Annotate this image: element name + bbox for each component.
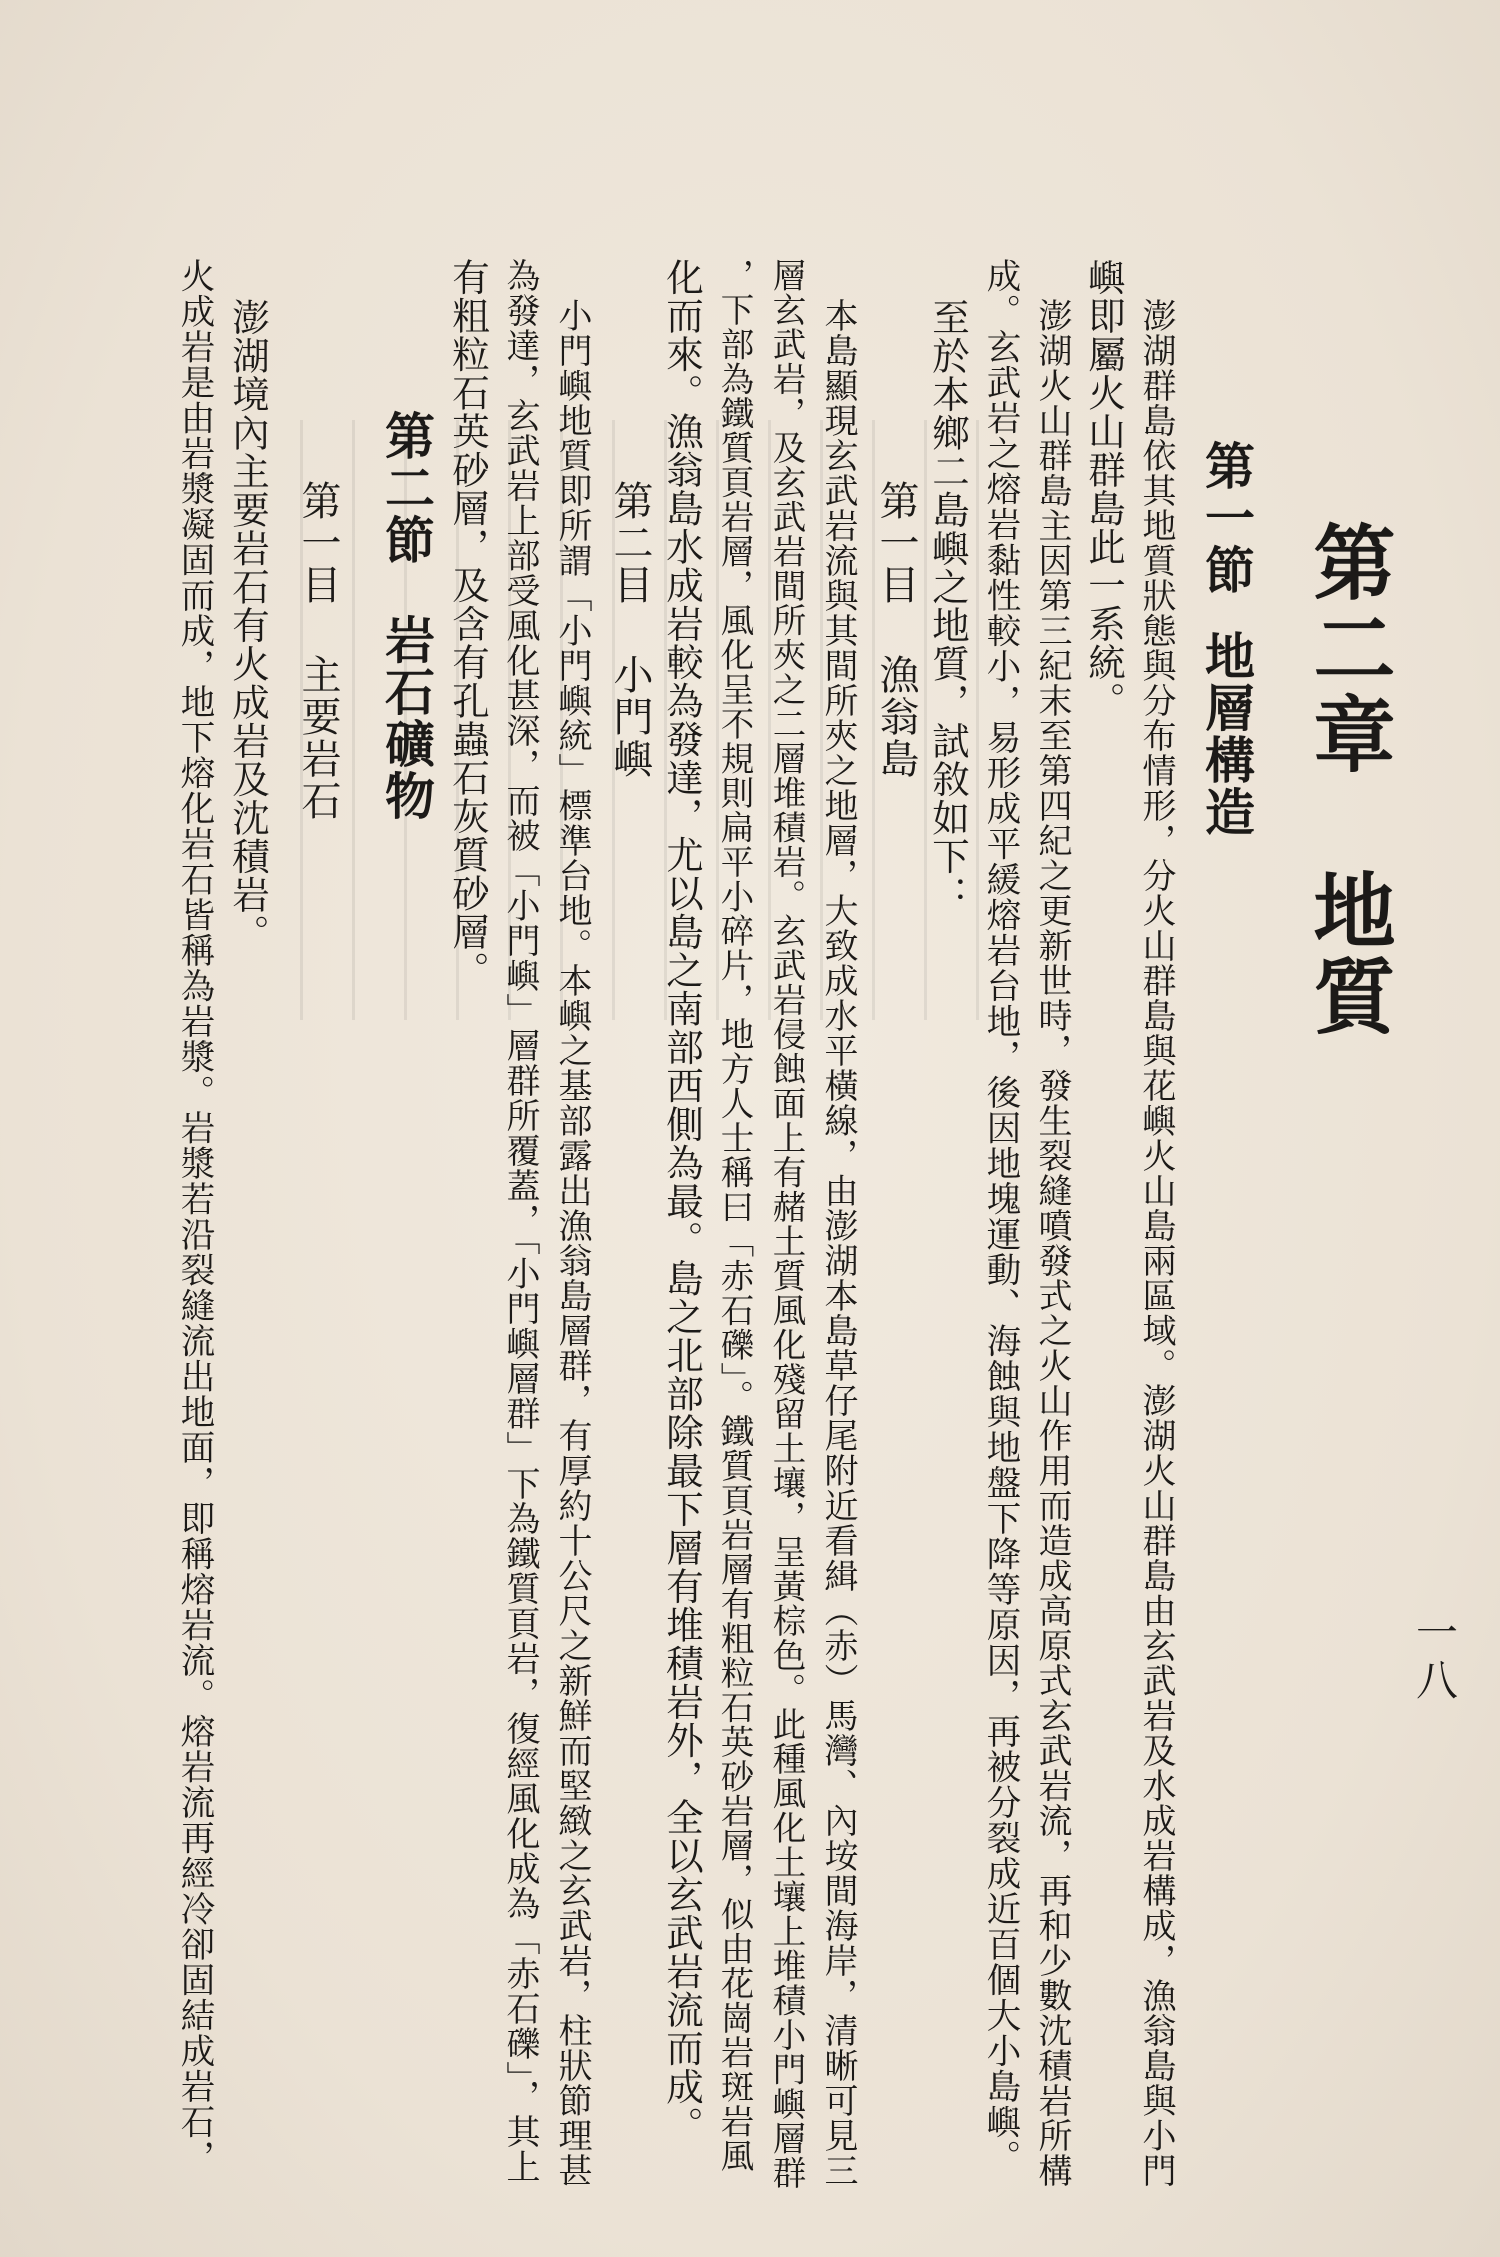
paragraph-line: 本島顯現玄武岩流與其間所夾之地層，大致成水平橫線，由澎湖本島草仔尾附近看緝（赤）馬灣、內垵間海岸，清晰可見三 <box>818 298 858 2188</box>
paragraph-line: 至於本鄉二島嶼之地質，試敘如下： <box>926 298 970 914</box>
section-heading-1 <box>1190 440 1262 838</box>
chapter-heading <box>1290 520 1407 1040</box>
section-heading-2 <box>370 410 442 822</box>
subsection-heading-1 <box>868 480 925 780</box>
paragraph-line: 有粗粒石英砂層，及含有孔蟲石灰質砂層。 <box>446 258 490 990</box>
section-title: 岩石礦物 <box>377 614 436 822</box>
subsection-title: 漁翁島 <box>873 654 919 780</box>
section-number: 第二節 <box>377 410 436 566</box>
subsection-title: 主要岩石 <box>295 654 341 822</box>
paragraph-line: 層玄武岩，及玄武岩間所夾之二層堆積岩。玄武岩侵蝕面上有赭土質風化殘留土壤，呈黃棕色。此種風化土壤上堆積小門嶼層群 <box>767 258 806 2190</box>
page-number: 一八 <box>1410 1610 1459 1706</box>
section-title: 地層構造 <box>1197 630 1256 838</box>
paragraph-line: 澎湖群島依其地質狀態與分布情形，分火山群島與花嶼火山島兩區域。澎湖火山群島由玄武岩及水成岩構成，漁翁島與小門 <box>1136 298 1176 2188</box>
paragraph-line: 澎湖火山群島主因第三紀末至第四紀之更新世時，發生裂縫噴發式之火山作用而造成高原式玄武岩流，再和少數沈積岩所構 <box>1032 298 1072 2188</box>
subsection-heading-2 <box>602 480 659 780</box>
paragraph-line: 火成岩是由岩漿凝固而成，地下熔化岩石皆稱為岩漿。岩漿若沿裂縫流出地面，即稱熔岩流。熔岩流再經冷卻固結成岩石， <box>174 258 214 2175</box>
subsection-number: 第二目 <box>607 480 653 606</box>
paragraph-line: ，下部為鐵質頁岩層，風化呈不規則扁平小碎片，地方人士稱曰「赤石礫」。鐵質頁岩層有粗粒石英砂岩層，似由花崗岩斑岩風 <box>715 258 754 2174</box>
paragraph-line: 澎湖境內主要岩石有火成岩及沈積岩。 <box>226 298 270 953</box>
paragraph-line: 化而來。漁翁島水成岩較為發達，尤以島之南部西側為最。島之北部除最下層有堆積岩外，全以玄武岩流而成。 <box>660 258 704 2145</box>
paragraph-line: 為發達，玄武岩上部受風化甚深，而被「小門嶼」層群所覆蓋，「小門嶼層群」下為鐵質頁岩，復經風化成為「赤石礫」，其上 <box>500 258 540 2184</box>
subsection-heading-3 <box>290 480 347 822</box>
paragraph-line: 成。玄武岩之熔岩黏性較小，易形成平緩熔岩台地，後因地塊運動、海蝕與地盤下降等原因，再被分裂成近百個大小島嶼。 <box>980 258 1020 2175</box>
chapter-number: 第二章 <box>1300 520 1396 778</box>
subsection-title: 小門嶼 <box>607 654 653 780</box>
paragraph-line: 嶼即屬火山群島此一系統。 <box>1082 258 1126 720</box>
subsection-number: 第一目 <box>873 480 919 606</box>
subsection-number: 第一目 <box>295 480 341 606</box>
paragraph-line: 小門嶼地質即所謂「小門嶼統」標準台地。本嶼之基部露出漁翁島層群，有厚約十公尺之新鮮而堅緻之玄武岩，柱狀節理甚 <box>552 298 592 2188</box>
section-number: 第一節 <box>1197 440 1256 596</box>
chapter-title: 地質 <box>1300 868 1396 1040</box>
